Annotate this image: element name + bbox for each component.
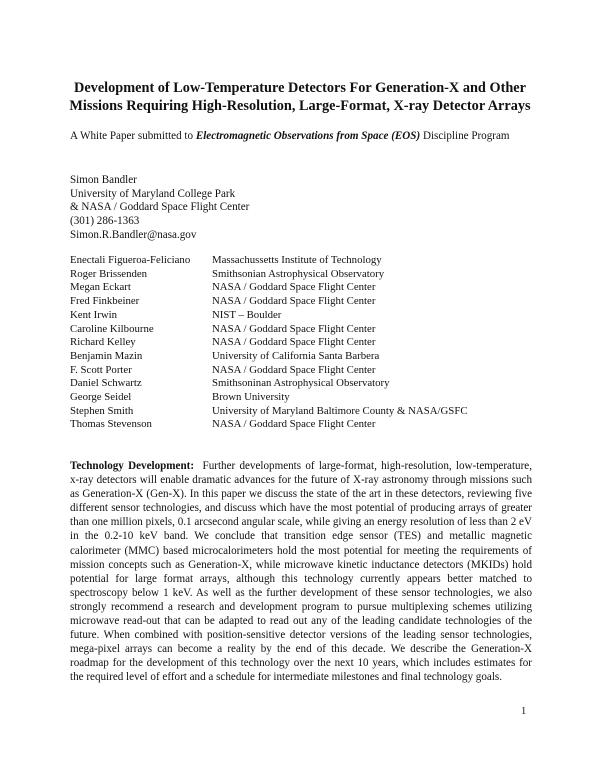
coauthor-affiliation: NASA / Goddard Space Flight Center [212, 322, 376, 335]
abstract-body: Further developments of large-format, high-resolution, low-temperature, x-ray detectors will enable dramatic advances for the future of X-ray astronomy through missions such as Generation-X (Gen-X). In this paper we discuss the state of the art in these detectors, reviewing five different sensor technologies, and discuss which have the most potential of producing arrays of greater than one million pixels, 0.1 arcsecond angular scale, while giving an energy resolution of less than 2 eV in the 0.2-10 keV band. We conclude that transition edge sensor (TES) and metallic magnetic calorimeter (MMC) based microcalorimeters hold the most potential for meeting the requirements of mission concepts such as Generation-X, while microwave kinetic inductance detectors (MKIDs) hold potential for large format arrays, although this technology currently appears better matched to spectroscopy below 1 keV. As well as the further development of these sensor technologies, we also strongly recommend a research and development program to pursue multiplexing schemes utilizing microwave read-out that can be adapted to read out any of the leading candidate technologies of the future. When combined with position-sensitive detector versions of the leading sensor technologies, mega-pixel arrays can become a reality by the end of this decade. We describe the Generation-X roadmap for the development of this technology over the next 10 years, which includes estimates for the required level of effort and a schedule for intermediate milestones and final technology goals. [70, 460, 532, 684]
coauthor-affiliation: NIST – Boulder [212, 308, 282, 321]
coauthor-name: Daniel Schwartz [70, 377, 142, 390]
coauthor-list [70, 254, 468, 432]
coauthor-row [70, 364, 468, 378]
coauthor-affiliation: NASA / Goddard Space Flight Center [212, 295, 376, 308]
author-phone: (301) 286-1363 [70, 215, 140, 228]
coauthor-affiliation: Smithsoninan Astrophysical Observatory [212, 377, 390, 390]
author-affiliation-2: & NASA / Goddard Space Flight Center [70, 201, 250, 214]
coauthor-name: Megan Eckart [70, 281, 131, 294]
title-line-1: Development of Low-Temperature Detectors For Generation-X and Other [74, 80, 526, 96]
coauthor-name: Stephen Smith [70, 404, 134, 417]
coauthor-name: Enectali Figueroa-Feliciano [70, 254, 191, 266]
title-line-2: Missions Requiring High-Resolution, Large-Format, X-ray Detector Arrays [69, 98, 531, 114]
coauthor-row [70, 281, 468, 295]
coauthor-name: Fred Finkbeiner [70, 295, 140, 308]
coauthor-affiliation: NASA / Goddard Space Flight Center [212, 418, 376, 431]
coauthor-row [70, 336, 468, 350]
coauthor-affiliation: NASA / Goddard Space Flight Center [212, 363, 376, 376]
coauthor-name: Caroline Kilbourne [70, 322, 154, 335]
coauthor-affiliation: Smithsonian Astrophysical Observatory [212, 267, 385, 280]
coauthor-row [70, 418, 468, 432]
coauthor-affiliation: University of California Santa Barbera [212, 349, 380, 362]
coauthor-row [70, 309, 468, 323]
coauthor-affiliation: NASA / Goddard Space Flight Center [212, 281, 376, 294]
submission-program: Electromagnetic Observations from Space (EOS) [195, 130, 421, 142]
coauthor-name: Roger Brissenden [70, 267, 148, 280]
coauthor-row [70, 268, 468, 282]
coauthor-name: F. Scott Porter [70, 363, 132, 376]
paper-title [60, 79, 540, 115]
coauthor-row [70, 254, 468, 268]
coauthor-row [70, 295, 468, 309]
coauthor-row [70, 405, 468, 419]
coauthor-name: Benjamin Mazin [70, 349, 143, 362]
abstract-heading: Technology Development: [70, 460, 195, 472]
coauthor-affiliation: Brown University [212, 391, 290, 404]
submission-suffix: Discipline Program [420, 130, 510, 142]
submission-statement [70, 130, 540, 144]
coauthor-affiliation: NASA / Goddard Space Flight Center [212, 336, 376, 349]
coauthor-name: Richard Kelley [70, 336, 136, 349]
page-number: 1 [521, 706, 527, 717]
abstract-paragraph [70, 459, 532, 685]
author-name: Simon Bandler [70, 174, 137, 186]
coauthor-row [70, 323, 468, 337]
coauthor-row [70, 350, 468, 364]
coauthor-affiliation: University of Maryland Baltimore County & NASA/GSFC [212, 404, 468, 417]
submission-prefix: A White Paper submitted to [70, 130, 196, 142]
author-affiliation-1: University of Maryland College Park [70, 187, 236, 200]
coauthor-row [70, 377, 468, 391]
coauthor-name: Thomas Stevenson [70, 418, 152, 431]
coauthor-name: Kent Irwin [70, 308, 118, 321]
author-email: Simon.R.Bandler@nasa.gov [70, 228, 197, 241]
coauthor-row [70, 391, 468, 405]
coauthor-affiliation: Massachussetts Institute of Technology [212, 254, 382, 266]
coauthor-name: George Seidel [70, 391, 132, 404]
lead-author-block [70, 174, 249, 243]
